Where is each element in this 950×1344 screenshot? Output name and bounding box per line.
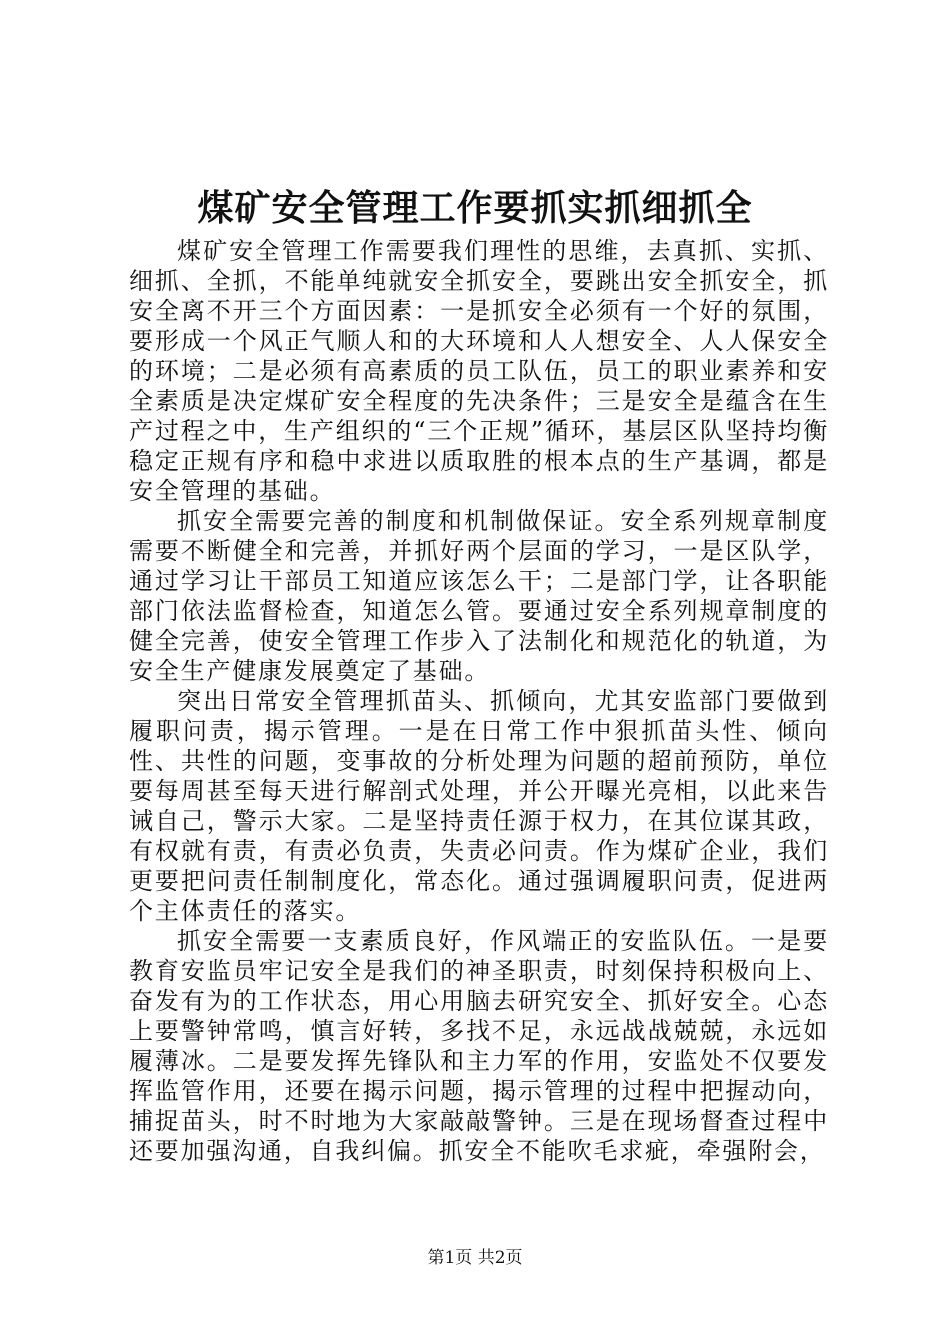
paragraph-3: 突出日常安全管理抓苗头、抓倾向，尤其安监部门要做到履职问责，揭示管理。一是在日常工作中狠抓苗头性、倾向性、共性的问题，变事故的分析处理为问题的超前预防，单位要每周甚至每天进行解剖式处理，并公开曝光亮相，以此来告诫自己，警示大家。二是坚持责任源于权力，在其位谋其政，有权就有责，有责必负责，失责必问责。作为煤矿企业，我们更要把问责任制制度化，常态化。通过强调履职问责，促进两个主体责任的落实。 <box>129 687 829 925</box>
page-number-footer: 第1页 共2页 <box>427 1248 523 1268</box>
document-title: 煤矿安全管理工作要抓实抓细抓全 <box>197 187 753 229</box>
paragraph-4: 抓安全需要一支素质良好，作风端正的安监队伍。一是要教育安监员牢记安全是我们的神圣职责，时刻保持积极向上、奋发有为的工作状态，用心用脑去研究安全、抓好安全。心态上要警钟常鸣，慎言好转，多找不足，永远战战兢兢，永远如履薄冰。二是要发挥先锋队和主力军的作用，安监处不仅要发挥监管作用，还要在揭示问题，揭示管理的过程中把握动向，捕捉苗头，时不时地为大家敲敲警钟。三是在现场督查过程中还要加强沟通，自我纠偏。抓安全不能吹毛求疵，牵强附会， <box>129 927 829 1165</box>
paragraph-2: 抓安全需要完善的制度和机制做保证。安全系列规章制度需要不断健全和完善，并抓好两个层面的学习，一是区队学，通过学习让干部员工知道应该怎么干；二是部门学，让各职能部门依法监督检查，知道怎么管。要通过安全系列规章制度的健全完善，使安全管理工作步入了法制化和规范化的轨道，为安全生产健康发展奠定了基础。 <box>129 507 829 685</box>
paragraph-1: 煤矿安全管理工作需要我们理性的思维，去真抓、实抓、细抓、全抓，不能单纯就安全抓安全，要跳出安全抓安全，抓安全离不开三个方面因素：一是抓安全必须有一个好的氛围，要形成一个风正气顺人和的大环境和人人想安全、人人保安全的环境；二是必须有高素质的员工队伍，员工的职业素养和安全素质是决定煤矿安全程度的先决条件；三是安全是蕴含在生产过程之中，生产组织的“三个正规”循环，基层区队坚持均衡稳定正规有序和稳中求进以质取胜的根本点的生产基调，都是安全管理的基础。 <box>129 237 829 505</box>
document-body <box>129 236 829 1166</box>
